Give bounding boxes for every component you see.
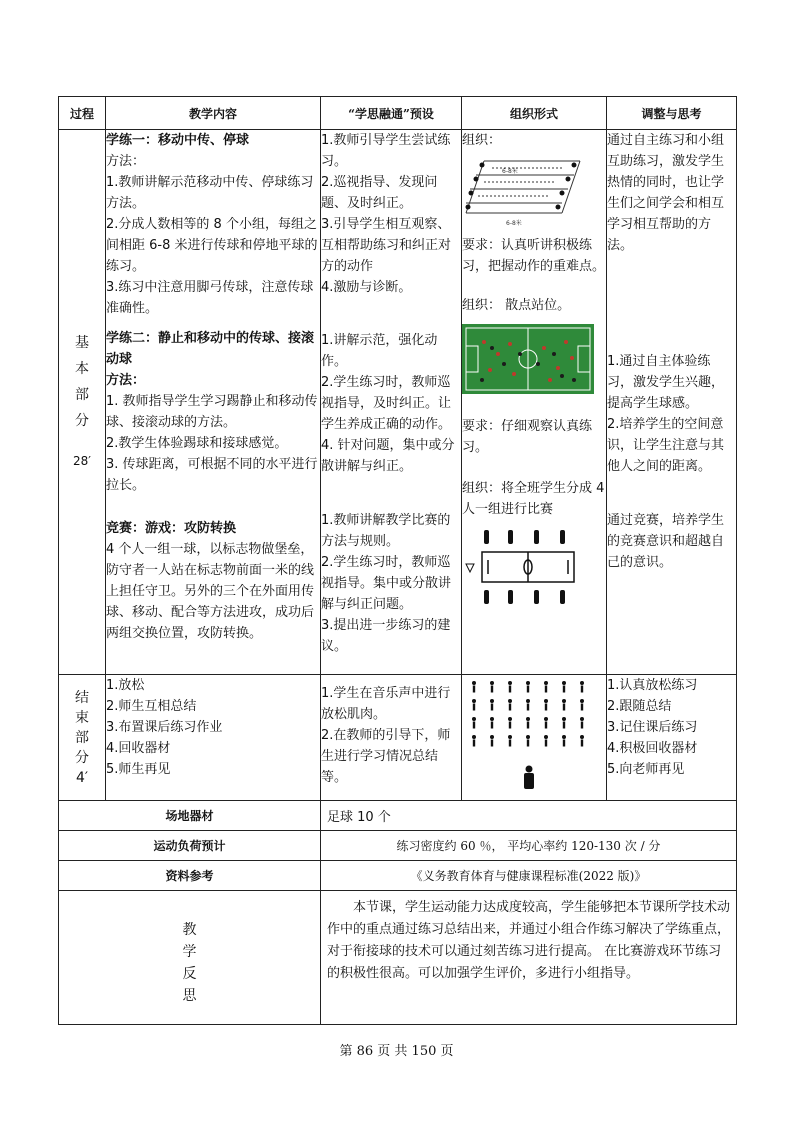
student-figure (581, 704, 583, 711)
adjust-text: 1.通过自主体验练习，激发学生兴趣，提高学生球感。 2.培养学生的空间意识，让学生注意与其他人之间的距离。 (607, 354, 725, 474)
ending-stage (59, 675, 106, 801)
drill2-title: 学练二：静止和移动中的传球、接滚动球 (106, 331, 315, 367)
student-figure (490, 699, 494, 703)
load-label: 运动负荷预计 (59, 831, 321, 861)
reflection-label (59, 891, 321, 1025)
stage-char: 部 (75, 387, 89, 403)
student-figure (508, 699, 512, 703)
ending-adjust-line: 5.向老师再见 (607, 762, 685, 777)
ending-line: 1.放松 (106, 678, 145, 693)
student-figure (490, 681, 494, 685)
student-figure (563, 722, 565, 729)
student-figure (580, 717, 584, 721)
header-content: 教学内容 (106, 97, 321, 130)
student-figure (508, 735, 512, 739)
reflection-row (59, 891, 737, 1025)
reference-value: 《义务教育体育与健康课程标准(2022 版)》 (321, 861, 737, 891)
student-figure (509, 704, 511, 711)
student-figure (526, 717, 530, 721)
student-figure (491, 722, 493, 729)
game-field-diagram (462, 526, 594, 612)
preset-line: 1.讲解示范，强化动作。 (321, 333, 438, 369)
preset-line: 2.学生练习时，教师巡视指导，及时纠正。让学生养成正确的动作。 (321, 375, 452, 432)
preset-line: 3.引导学生相互观察、互相帮助练习和纠正对方的动作 (321, 217, 452, 274)
student-figure (473, 704, 475, 711)
drill1-line: 方法： (106, 154, 146, 169)
reflection-char: 学 (182, 943, 197, 960)
drill1-line: 3.练习中注意用脚弓传球，注意传球准确性。 (106, 280, 314, 316)
student-figure (581, 686, 583, 693)
preset-line: 2.巡视指导、发现问题、及时纠正。 (321, 175, 438, 211)
student-figure (472, 681, 476, 685)
org1-requirement: 要求：认真听讲积极练习，把握动作的重难点。 (462, 238, 606, 274)
header-org: 组织形式 (462, 97, 607, 130)
preset-line: 4. 针对问题，集中或分散讲解与纠正。 (321, 438, 455, 474)
game-title: 竞赛：游戏：攻防转换 (106, 521, 237, 536)
student-figure (472, 699, 476, 703)
student-figure (509, 722, 511, 729)
ending-line: 2.师生互相总结 (106, 699, 197, 714)
drill2-line: 2.教学生体验踢球和接球感觉。 (106, 436, 288, 451)
basic-row (59, 130, 737, 675)
student-figure (580, 699, 584, 703)
student-figure (491, 740, 493, 747)
stage-char: 基 (75, 335, 89, 351)
lesson-plan-table (58, 96, 737, 1025)
passing-drill-diagram (462, 153, 592, 233)
student-figure (509, 686, 511, 693)
reflection-char: 教 (182, 921, 197, 938)
student-figure (526, 699, 530, 703)
stage-char: 部 (75, 729, 89, 746)
student-figure (581, 722, 583, 729)
student-figure (472, 717, 476, 721)
load-row (59, 831, 737, 861)
reference-label: 资料参考 (59, 861, 321, 891)
student-figure (545, 686, 547, 693)
student-figure (562, 717, 566, 721)
adjust-text: 通过自主练习和小组互助练习，激发学生热情的同时，也让学生们之间学会和相互学习相互帮助的方法。 (607, 133, 725, 253)
preset-line: 1.教师讲解教学比赛的方法与规则。 (321, 513, 451, 549)
header-stage: 过程 (59, 97, 106, 130)
distance-label: 6-8米 (502, 168, 518, 175)
basic-adjust (607, 130, 737, 675)
ending-adjust-line: 4.积极回收器材 (607, 741, 698, 756)
basic-preset (321, 130, 462, 675)
page-footer: 第 86 页 共 150 页 (339, 1044, 454, 1059)
student-figure (544, 735, 548, 739)
ending-line: 4.回收器材 (106, 741, 171, 756)
header-adjust: 调整与思考 (607, 97, 737, 130)
ending-preset-line: 2.在教师的引导下，师生进行学习情况总结等。 (321, 728, 451, 785)
ending-org (462, 675, 607, 801)
student-figure (563, 704, 565, 711)
basic-stage (59, 130, 106, 675)
student-figure (473, 722, 475, 729)
student-figure (472, 735, 476, 739)
drill2-line: 方法： (106, 373, 146, 388)
student-figure (563, 740, 565, 747)
header-preset: “学思融通”预设 (321, 97, 462, 130)
stage-char: 结 (75, 689, 89, 706)
student-figure (527, 740, 529, 747)
student-figure (544, 717, 548, 721)
drill2-line: 3. 传球距离，可根据不同的水平进行拉长。 (106, 457, 318, 493)
load-value: 练习密度约 60 ％， 平均心率约 120-130 次 / 分 (321, 831, 737, 861)
student-figure (562, 699, 566, 703)
basic-org (462, 130, 607, 675)
soccer-field-image (462, 324, 594, 394)
ending-preset (321, 675, 462, 801)
student-figure (473, 686, 475, 693)
adjust-text: 通过竞赛，培养学生的竞赛意识和超越自己的意识。 (607, 513, 725, 570)
ending-line: 3.布置课后练习作业 (106, 720, 223, 735)
preset-line: 2.学生练习时，教师巡视指导。集中或分散讲解与纠正问题。 (321, 555, 452, 612)
org2-requirement: 要求：仔细观察认真练习。 (462, 419, 593, 455)
student-figure (545, 740, 547, 747)
student-figure (508, 681, 512, 685)
student-figure (581, 740, 583, 747)
distance-label: 6-8米 (506, 220, 522, 227)
student-figure (544, 699, 548, 703)
student-figure (526, 735, 530, 739)
preset-line: 1.教师引导学生尝试练习。 (321, 133, 451, 169)
header-row (59, 97, 737, 130)
student-figure (490, 717, 494, 721)
student-figure (563, 686, 565, 693)
ending-preset-line: 1.学生在音乐声中进行放松肌肉。 (321, 686, 451, 722)
preset-line: 3.提出进一步练习的建议。 (321, 618, 451, 654)
student-figure (562, 735, 566, 739)
org3-label: 组织：将全班学生分成 4 人一组进行比赛 (462, 481, 605, 517)
student-figure (527, 704, 529, 711)
reflection-text: 本节课，学生运动能力达成度较高，学生能够把本节课所学技术动作中的重点通过练习总结出来，并通过小组合作练习解决了学练重点，对于衔接球的技术可以通过刻苦练习进行提高。 在比赛游戏环节练习的积极性很高。可以加强学生评价，多进行小组指导。 (321, 891, 737, 1025)
student-figure (527, 686, 529, 693)
org1-label: 组织： (462, 133, 502, 148)
stage-time: 4′ (75, 769, 89, 786)
student-figure (545, 722, 547, 729)
student-figure (509, 740, 511, 747)
stage-char: 本 (75, 361, 89, 377)
student-figure (526, 681, 530, 685)
student-figure (527, 722, 529, 729)
student-figure (490, 735, 494, 739)
preset-line: 4.激励与诊断。 (321, 280, 412, 295)
student-figure (562, 681, 566, 685)
ending-row (59, 675, 737, 801)
student-figure (545, 704, 547, 711)
stage-time: 28′ (73, 454, 91, 468)
student-figure (491, 704, 493, 711)
drill1-title: 学练一：移动中传、停球 (106, 133, 250, 148)
game-line: 4 个人一组一球，以标志物做堡垒，防守者一人站在标志物前面一米的线上担任守卫。另外的三个在外面用传球、移动、配合等方法进攻，成功后两组交换位置，攻防转换。 (106, 542, 315, 641)
ending-line: 5.师生再见 (106, 762, 171, 777)
student-figure (544, 681, 548, 685)
drill1-line: 2.分成人数相等的 8 个小组，每组之间相距 6-8 米进行传球和停地平球的练习。 (106, 217, 318, 274)
stage-char: 束 (75, 709, 89, 726)
venue-label: 场地器材 (59, 801, 321, 831)
reflection-char: 反 (182, 965, 197, 982)
venue-row (59, 801, 737, 831)
ending-adjust-line: 1.认真放松练习 (607, 678, 698, 693)
drill1-line: 1.教师讲解示范移动中传、停球练习方法。 (106, 175, 314, 211)
student-figure (580, 681, 584, 685)
student-figure (580, 735, 584, 739)
stage-char: 分 (75, 749, 89, 766)
student-figure (491, 686, 493, 693)
ending-adjust-line: 3.记住课后练习 (607, 720, 698, 735)
reflection-char: 思 (182, 987, 197, 1004)
student-figure (508, 717, 512, 721)
ending-adjust (607, 675, 737, 801)
ending-adjust-line: 2.跟随总结 (607, 699, 672, 714)
ending-content (106, 675, 321, 801)
basic-content (106, 130, 321, 675)
drill2-line: 1. 教师指导学生学习踢静止和移动传球、接滚动球的方法。 (106, 394, 318, 430)
org2-label: 组织： 散点站位。 (462, 298, 571, 313)
formation-diagram (462, 677, 596, 793)
student-figure (473, 740, 475, 747)
stage-char: 分 (75, 413, 89, 429)
venue-value: 足球 10 个 (321, 801, 737, 831)
reference-row (59, 861, 737, 891)
